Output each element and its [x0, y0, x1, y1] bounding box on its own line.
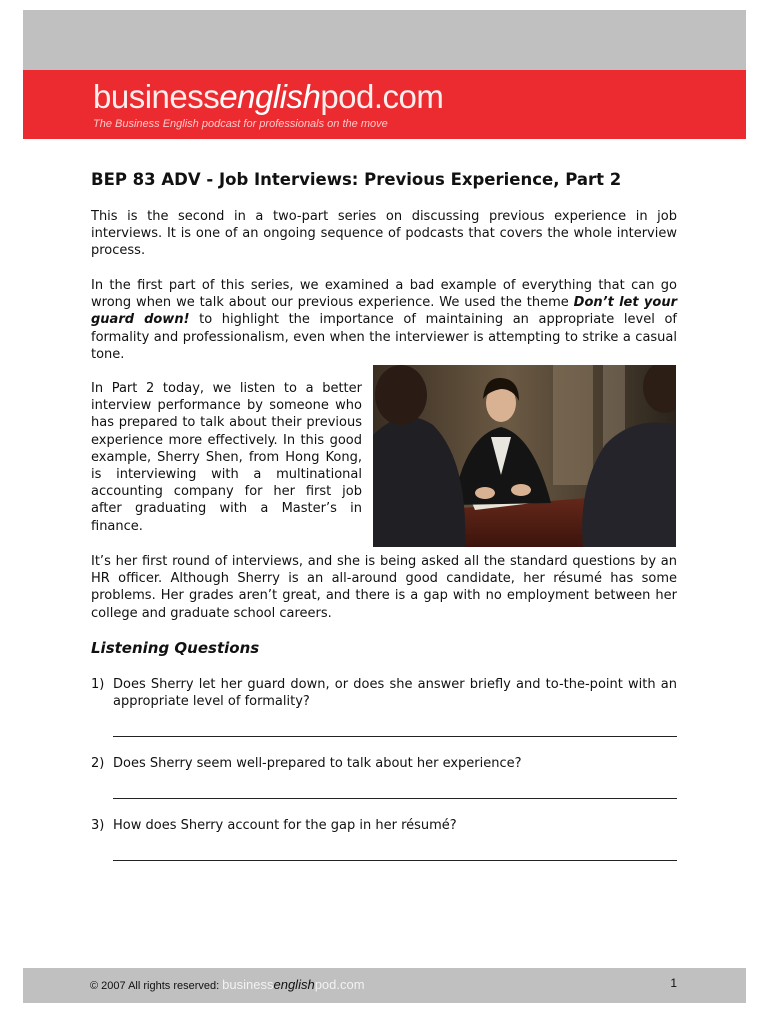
- recap-text-start: In the first part of this series, we examined a bad example of everything that can go wrong when we talk about our previous experience. We used the theme: [91, 278, 677, 311]
- listening-questions-heading: Listening Questions: [91, 639, 260, 657]
- intro-paragraph: This is the second in a two-part series on discussing previous experience in job interviews. It is one of an ongoing sequence of podcasts that covers the whole interview process.: [91, 209, 677, 259]
- question-number: 3): [91, 818, 105, 833]
- document-title: BEP 83 ADV - Job Interviews: Previous Experience, Part 2: [91, 170, 622, 189]
- page-number: 1: [670, 976, 677, 990]
- answer-line-3[interactable]: [113, 860, 677, 861]
- question-3: [91, 817, 677, 834]
- footer-brand-logo: [222, 977, 364, 992]
- question-number: 1): [91, 677, 105, 692]
- footer-copyright: [90, 977, 365, 992]
- recap-text-end: to highlight the importance of maintaining an appropriate level of formality and professionalism, even when the interviewer is attempting to strike a casual tone.: [91, 312, 677, 362]
- theme-emphasis: Don’t let your guard down!: [91, 295, 677, 328]
- series-recap-paragraph: [91, 277, 677, 363]
- question-2: [91, 755, 677, 772]
- question-number: 2): [91, 756, 105, 771]
- answer-line-1[interactable]: [113, 736, 677, 737]
- brand-banner: [23, 70, 746, 139]
- question-text: Does Sherry let her guard down, or does she answer briefly and to-the-point with an appropriate level of formality?: [113, 677, 677, 710]
- interview-photo: [373, 365, 676, 547]
- question-text: How does Sherry account for the gap in her résumé?: [113, 818, 457, 833]
- logo-part-pod: pod.com: [320, 78, 444, 115]
- header-gray-band: [23, 10, 746, 70]
- site-logo: [93, 78, 443, 116]
- site-tagline: The Business English podcast for professionals on the move: [93, 118, 388, 130]
- footer-brand-pod: pod.com: [314, 977, 365, 992]
- copyright-text: © 2007 All rights reserved:: [90, 980, 220, 992]
- part2-paragraph: In Part 2 today, we listen to a better interview performance by someone who has prepared to talk about their previous experience more effectively. In this good example, Sherry Shen, from Hong Kong, is interviewing with a multinational accounting company for her first job after graduating with a Master’s in finance.: [91, 381, 362, 534]
- logo-part-business: business: [93, 78, 220, 115]
- logo-part-english: english: [219, 78, 321, 115]
- page-footer: [23, 968, 746, 1003]
- footer-brand-english: english: [273, 977, 315, 992]
- answer-line-2[interactable]: [113, 798, 677, 799]
- question-1: [91, 676, 677, 710]
- question-text: Does Sherry seem well-prepared to talk about her experience?: [113, 756, 522, 771]
- footer-brand-business: business: [222, 977, 274, 992]
- candidate-paragraph: It’s her first round of interviews, and she is being asked all the standard questions by an HR officer. Although Sherry is an all-around good candidate, her résumé has some problems. Her grades aren’t great, and there is a gap with no employment between her college and graduate school careers.: [91, 554, 677, 621]
